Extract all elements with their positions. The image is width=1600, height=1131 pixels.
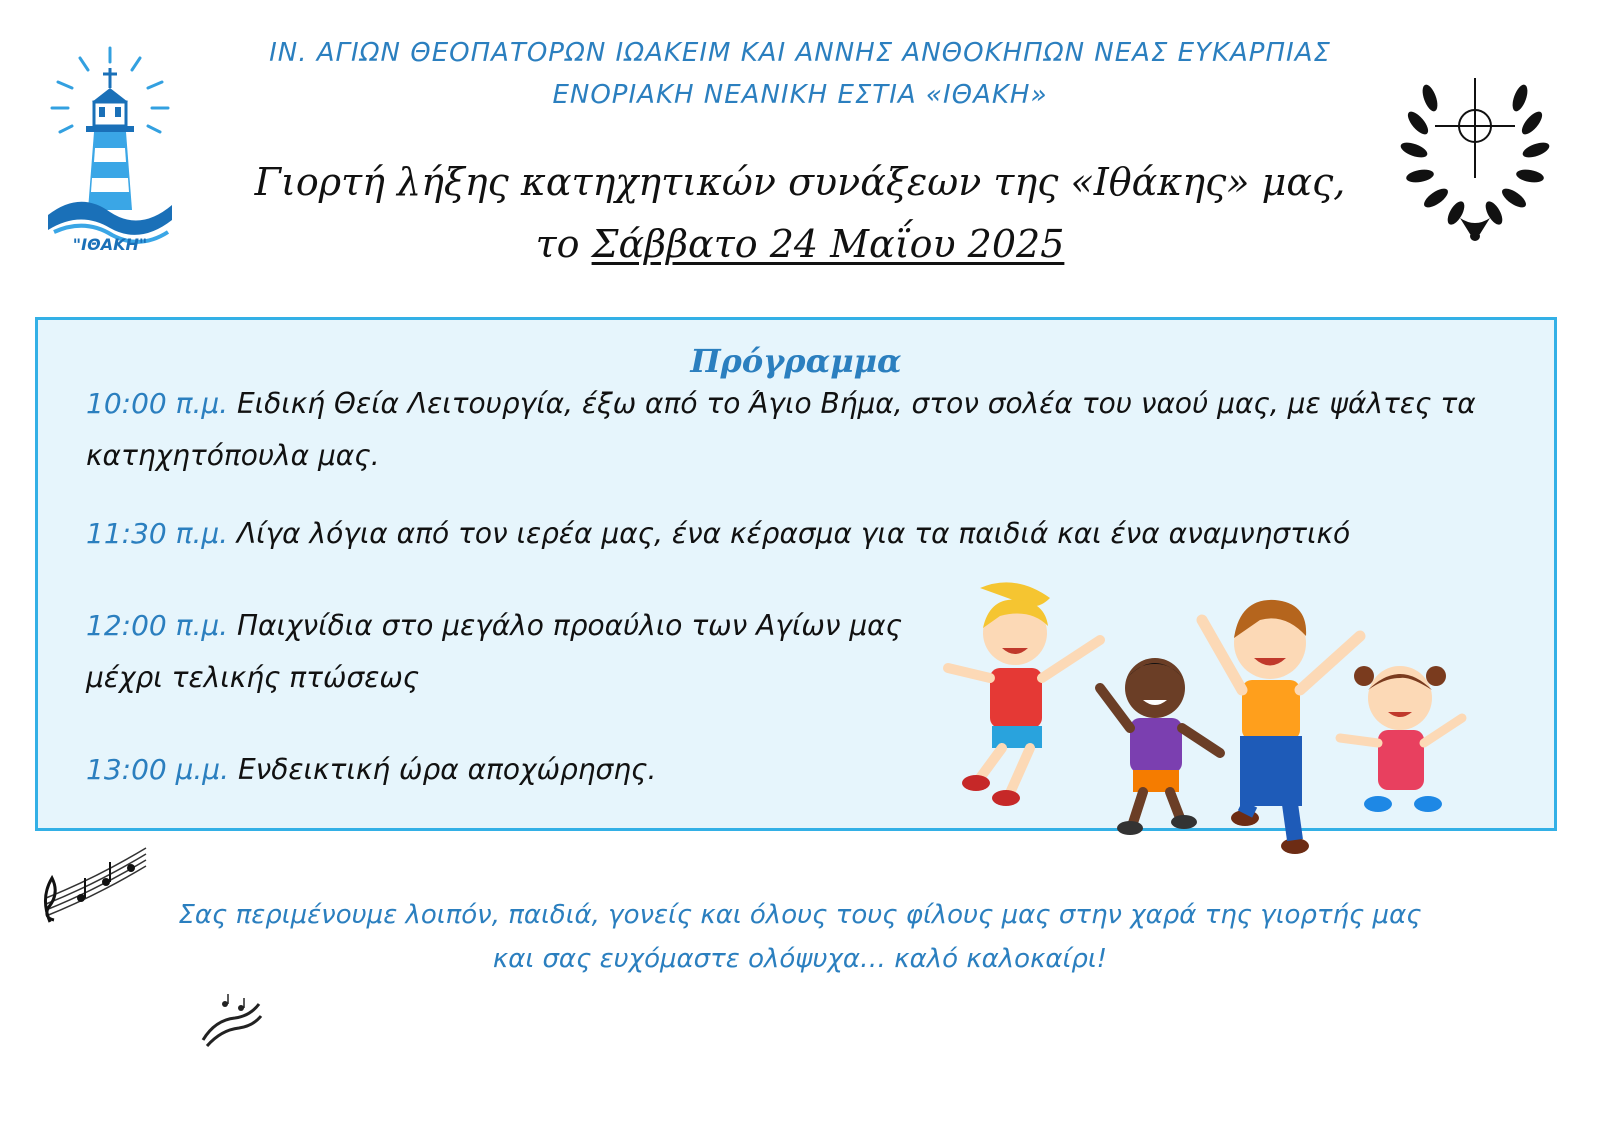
program-item <box>86 378 1506 482</box>
program-item-line <box>86 508 1506 560</box>
program-item <box>86 600 946 704</box>
program-text: Ενδεικτική ώρα αποχώρησης. <box>237 753 657 786</box>
laurel-wreath-icon <box>1400 68 1550 243</box>
program-time: 10:00 π.μ. <box>86 387 229 420</box>
program-item-line: κατηχητόπουλα μας. <box>86 439 380 472</box>
program-item-line <box>86 378 1506 430</box>
church-name: ΙΝ. ΑΓΙΩΝ ΘΕΟΠΑΤΟΡΩΝ ΙΩΑΚΕΙΜ ΚΑΙ ΑΝΝΗΣ ΑΝΘΟΚΗΠΩΝ ΝΕΑΣ ΕΥΚΑΡΠΙΑΣ <box>269 38 1331 68</box>
event-date: Σάββατο 24 Μαΐου 2025 <box>591 222 1065 266</box>
hands-decoration <box>195 990 265 1050</box>
lighthouse-icon <box>40 40 180 260</box>
program-time: 12:00 π.μ. <box>86 609 229 642</box>
program-time: 11:30 π.μ. <box>86 517 229 550</box>
svg-text:"ΙΘΑΚΗ": "ΙΘΑΚΗ" <box>72 235 148 254</box>
youth-center-name: ΕΝΟΡΙΑΚΗ ΝΕΑΝΙΚΗ ΕΣΤΙΑ «ΙΘΑΚΗ» <box>552 80 1048 110</box>
program-text: Λίγα λόγια από τον ιερέα μας, ένα κέρασμα για τα παιδιά και ένα αναμνηστικό <box>236 517 1351 550</box>
event-date-prefix: το <box>535 222 592 266</box>
program-item <box>86 744 946 796</box>
hands-icon <box>195 990 265 1050</box>
footer-wishes: και σας ευχόμαστε ολόψυχα… καλό καλοκαίρι! <box>492 944 1108 974</box>
program-text: Ειδική Θεία Λειτουργία, έξω από το Άγιο Βήμα, στον σολέα του ναού μας, με ψάλτες τα <box>236 387 1476 420</box>
program-title: Πρόγραμμα <box>690 342 902 380</box>
kids-icon <box>940 578 1520 878</box>
program-time: 13:00 μ.μ. <box>86 753 230 786</box>
program-item-line: μέχρι τελικής πτώσεως <box>86 661 420 694</box>
program-text: Παιχνίδια στο μεγάλο προαύλιο των Αγίων μας <box>236 609 903 642</box>
program-item-line <box>86 600 946 652</box>
event-date-line <box>160 222 1440 266</box>
parish-emblem <box>1400 68 1550 243</box>
ithaki-logo <box>40 40 180 260</box>
footer-invitation: Σας περιμένουμε λοιπόν, παιδιά, γονείς και όλους τους φίλους μας στην χαρά της γιορτής μας <box>178 900 1422 930</box>
jumping-kids-illustration <box>940 578 1520 878</box>
music-notes-icon <box>36 838 156 928</box>
program-item-line <box>86 744 946 796</box>
program-item <box>86 508 1506 560</box>
event-title: Γιορτή λήξης κατηχητικών συνάξεων της «Ιθάκης» μας, <box>254 160 1346 204</box>
music-notes-decoration <box>36 838 156 928</box>
